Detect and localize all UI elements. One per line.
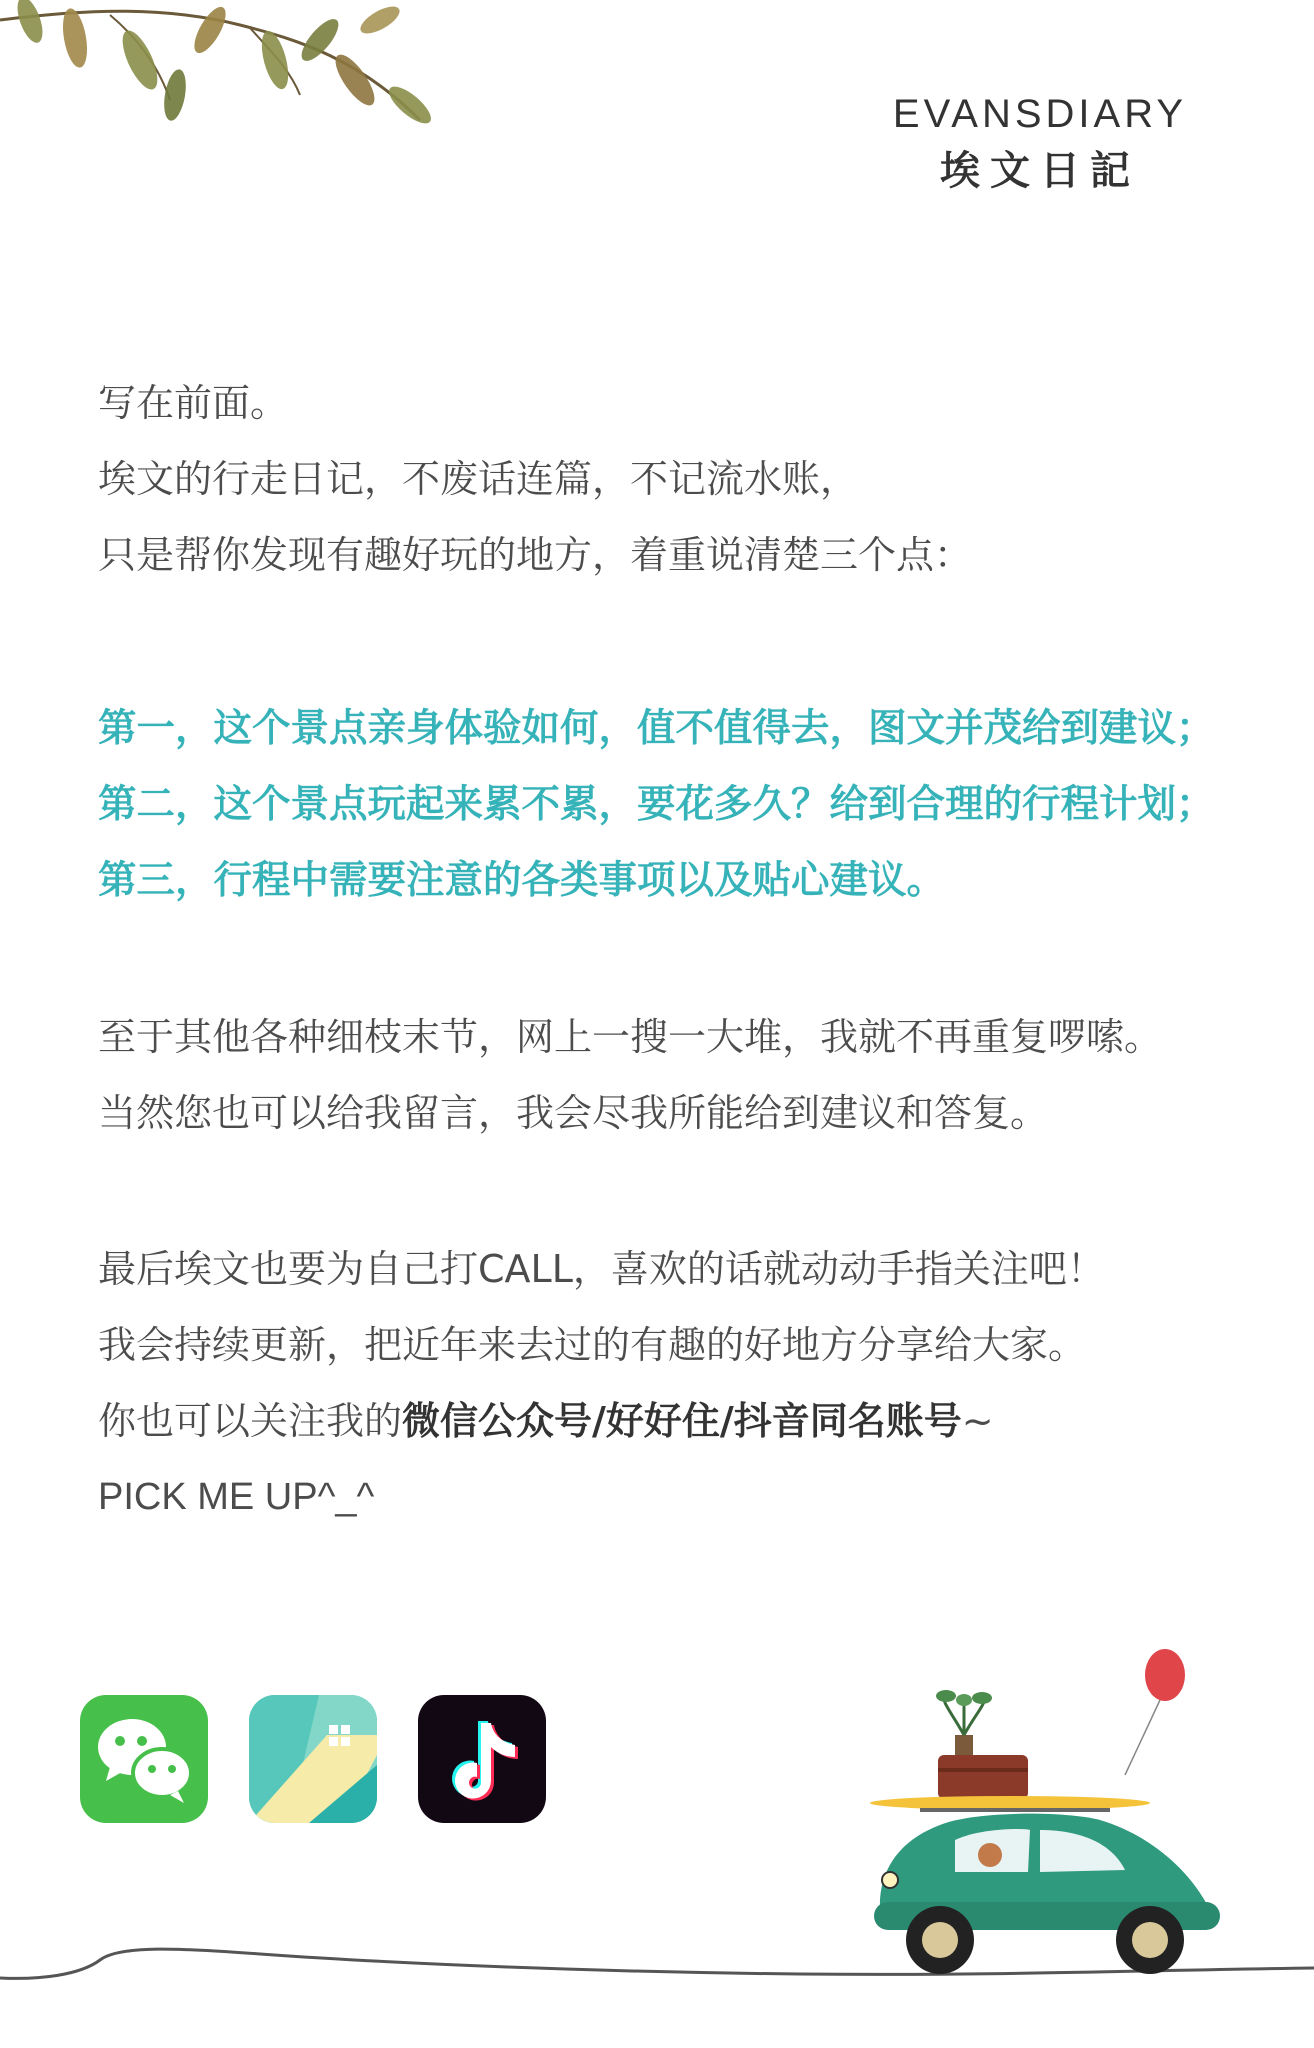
brand-name-cn: 埃文日記 (940, 148, 1140, 194)
middle-line: 至于其他各种细枝末节，网上一搜一大堆，我就不再重复啰嗦。 (98, 1015, 1163, 1059)
douyin-logo (418, 1695, 546, 1823)
pick-me-up-line: PICK ME UP^_^ (98, 1476, 375, 1518)
car-illustration (860, 1640, 1280, 2000)
outro-line: 我会持续更新，把近年来去过的有趣的好地方分享给大家。 (98, 1323, 1087, 1367)
highlight-point-3: 第三，行程中需要注意的各类事项以及贴心建议。 (98, 858, 946, 903)
brand-logo (870, 92, 1210, 196)
douyin-icon[interactable] (418, 1695, 546, 1823)
haohaozhu-logo (249, 1695, 377, 1823)
outro-line: 最后埃文也要为自己打CALL，喜欢的话就动动手指关注吧！ (98, 1247, 1105, 1291)
haohaozhu-icon[interactable] (249, 1695, 377, 1823)
follow-prefix: 你也可以关注我的 (98, 1399, 403, 1443)
follow-suffix: ~ (961, 1399, 994, 1443)
intro-line: 只是帮你发现有趣好玩的地方，着重说清楚三个点： (98, 533, 973, 577)
wechat-icon[interactable] (80, 1695, 208, 1823)
intro-line: 写在前面。 (98, 381, 289, 425)
follow-accounts: 微信公众号/好好住/抖音同名账号 (402, 1399, 962, 1443)
intro-line: 埃文的行走日记，不废话连篇，不记流水账， (98, 457, 859, 501)
outro-line-follow (98, 1383, 1278, 1459)
highlight-point-1: 第一，这个景点亲身体验如何，值不值得去，图文并茂给到建议； (98, 706, 1215, 751)
wechat-logo (80, 1695, 208, 1823)
middle-line: 当然您也可以给我留言，我会尽我所能给到建议和答复。 (98, 1091, 1049, 1135)
brand-name-en: EVANSDIARY (892, 92, 1188, 136)
article-body (98, 365, 1278, 1535)
highlight-point-2: 第二，这个景点玩起来累不累，要花多久？给到合理的行程计划； (98, 782, 1215, 827)
leaf-branch-illustration (0, 0, 480, 150)
